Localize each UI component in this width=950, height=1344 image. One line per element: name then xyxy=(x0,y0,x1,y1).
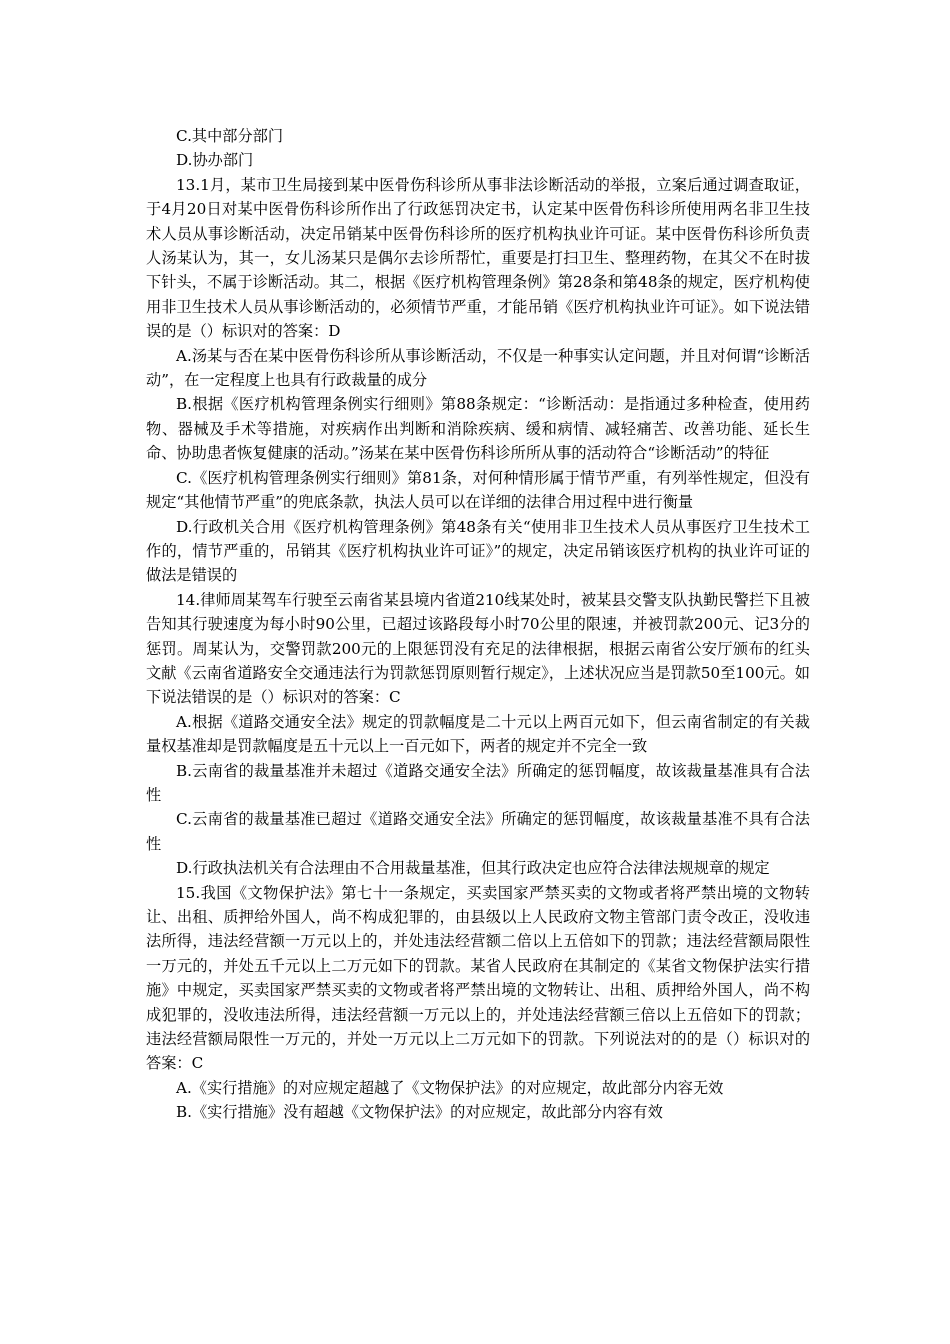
question-15-option-a: A.《实行措施》的对应规定超越了《文物保护法》的对应规定，故此部分内容无效 xyxy=(176,1078,724,1097)
option-c-line: C.其中部分部门 xyxy=(176,127,284,145)
question-13-option-c: C.《医疗机构管理条例实行细则》第81条，对何种情形属于情节严重，有列举性规定，但没有规定“其他情节严重”的兜底条款，执法人员可以在详细的法律合用过程中进行衡量 xyxy=(146,468,810,512)
question-13-option-a: A.汤某与否在某中医骨伤科诊所从事诊断活动，不仅是一种事实认定问题，并且对何谓“诊断活动”，在一定程度上也具有行政裁量的成分 xyxy=(146,346,810,390)
option-d-line: D.协办部门 xyxy=(176,151,254,170)
document-body xyxy=(146,124,810,1125)
question-14: 14.律师周某驾车行驶至云南省某县境内省道210线某处时，被某县交警支队执勤民警拦下且被告知其行驶速度为每小时90公里，已超过该路段每小时70公里的限速，并被罚款200元、记3分的惩罚。周某认为，交警罚款200元的上限惩罚没有充足的法律根据，根据云南省公安厅颁布的红头文献《云南省道路安全交通违法行为罚款惩罚原则暂行规定》，上述状况应当是罚款50至100元。如下说法错误的是（）标识对的答案：C xyxy=(146,590,810,707)
question-15: 15.我国《文物保护法》第七十一条规定，买卖国家严禁买卖的文物或者将严禁出境的文物转让、出租、质押给外国人，尚不构成犯罪的，由县级以上人民政府文物主管部门责令改正，没收违法所得，违法经营额一万元以上的，并处违法经营额二倍以上五倍如下的罚款；违法经营额局限性一万元的，并处五千元以上二万元如下的罚款。某省人民政府在其制定的《某省文物保护法实行措施》中规定，买卖国家严禁买卖的文物或者将严禁出境的文物转让、出租、质押给外国人，尚不构成犯罪的，没收违法所得，违法经营额一万元以上的，并处违法经营额三倍以上五倍如下的罚款；违法经营额局限性一万元的，并处一万元以上二万元如下的罚款。下列说法对的的是（）标识对的答案：C xyxy=(146,883,810,1073)
question-14-option-d: D.行政执法机关有合法理由不合用裁量基准，但其行政决定也应符合法律法规规章的规定 xyxy=(176,859,770,878)
question-13-option-d: D.行政机关合用《医疗机构管理条例》第48条有关“使用非卫生技术人员从事医疗卫生技术工作的，情节严重的，吊销其《医疗机构执业许可证》”的规定，决定吊销该医疗机构的执业许可证的做法是错误的 xyxy=(146,517,810,585)
question-14-option-b: B.云南省的裁量基准并未超过《道路交通安全法》所确定的惩罚幅度，故该裁量基准具有合法性 xyxy=(146,761,810,804)
question-13-option-b: B.根据《医疗机构管理条例实行细则》第88条规定：“诊断活动：是指通过多种检查，使用药物、器械及手术等措施，对疾病作出判断和消除疾病、缓和病情、减轻痛苦、改善功能、延长生命、协助患者恢复健康的活动。”汤某在某中医骨伤科诊所所从事的活动符合“诊断活动”的特征 xyxy=(146,395,810,463)
question-13: 13.1月，某市卫生局接到某中医骨伤科诊所从事非法诊断活动的举报，立案后通过调查取证，于4月20日对某中医骨伤科诊所作出了行政惩罚决定书，认定某中医骨伤科诊所使用两名非卫生技术人员从事诊断活动，决定吊销某中医骨伤科诊所的医疗机构执业许可证。某中医骨伤科诊所负责人汤某认为，其一，女儿汤某只是偶尔去诊所帮忙，重要是打扫卫生、整理药物，在其父不在时拔下针头，不属于诊断活动。其二，根据《医疗机构管理条例》第28条和第48条的规定，医疗机构使用非卫生技术人员从事诊断活动的，必须情节严重，才能吊销《医疗机构执业许可证》。如下说法错误的是（）标识对的答案：D xyxy=(146,175,810,341)
question-14-option-a: A.根据《道路交通安全法》规定的罚款幅度是二十元以上两百元如下，但云南省制定的有关裁量权基准却是罚款幅度是五十元以上一百元如下，两者的规定并不完全一致 xyxy=(146,712,810,756)
question-14-option-c: C.云南省的裁量基准已超过《道路交通安全法》所确定的惩罚幅度，故该裁量基准不具有合法性 xyxy=(146,810,810,853)
question-15-option-b: B.《实行措施》没有超越《文物保护法》的对应规定，故此部分内容有效 xyxy=(176,1103,663,1122)
